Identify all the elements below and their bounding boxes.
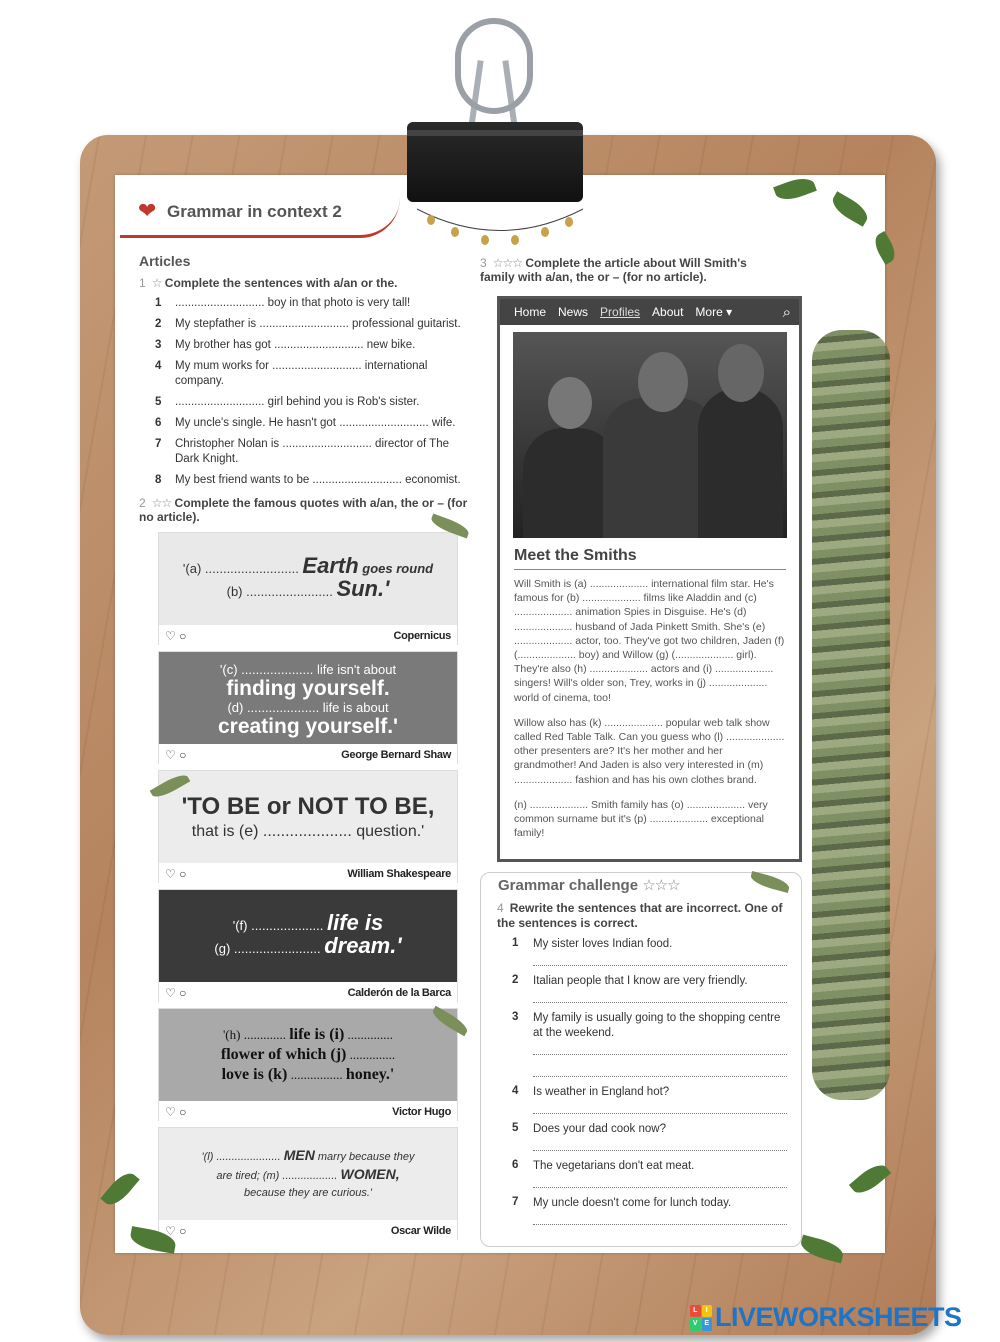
list-item: 4 My mum works for ............................ international company. bbox=[155, 360, 428, 387]
quote-card-copernicus: '(a) .......................... Earth goes round (b) ........................ Sun.' ♡ ○ Copernicus bbox=[158, 532, 458, 645]
exercise-2-instruction: 2 ☆☆ Complete the famous quotes with a/an, the or – (for no article). bbox=[139, 496, 468, 524]
list-item: 1 My sister loves Indian food. bbox=[512, 937, 787, 966]
exercise-1-instruction: 1 ☆ Complete the sentences with a/an or the. bbox=[139, 276, 398, 290]
article-paragraph: Will Smith is (a) .................... international film star. He's famous for (b) .................... films like Aladdin and (c) .................... animation Spies in Disguise. He's (d) .................... husband of Jada Pinkett Smith. She's (e) .................... actor, too. They've got two children, Jaden (f) (.................... boy) and Willow (g) (.................... girl). They're also (h) .................... actors and (i) .................... singers! Will's older son, Trey, works in (j) .................... world of cinema, too! bbox=[514, 578, 785, 704]
list-item: 3 My brother has got ............................ new bike. bbox=[155, 339, 416, 351]
list-item: 6 The vegetarians don't eat meat. bbox=[512, 1159, 787, 1188]
nav-home[interactable]: Home bbox=[514, 305, 547, 319]
list-item: 4 Is weather in England hot? bbox=[512, 1085, 787, 1114]
list-item: 7 Christopher Nolan is ............................ director of The Dark Knight. bbox=[155, 438, 449, 465]
grammar-challenge-title: Grammar challenge ☆☆☆ bbox=[498, 876, 684, 894]
list-item: 2 My stepfather is ............................ professional guitarist. bbox=[155, 318, 461, 330]
like-comment-icons[interactable]: ♡ ○ bbox=[165, 747, 187, 762]
article-paragraph: Willow also has (k) .................... popular web talk show called Red Table Talk. Can you guess who (l) .................... other presenters are? It's her mother and her grandmother! And Jaden is also very interested in (m) .................... fashion and has his own clothes brand. bbox=[514, 716, 785, 786]
binder-clip-ring bbox=[455, 18, 533, 114]
like-comment-icons[interactable]: ♡ ○ bbox=[165, 1223, 187, 1238]
quote-card-wilde: '(l) ..................... MEN marry because they are tired; (m) .................. WOMEN, because they are curious.' ♡ ○ Oscar Wilde bbox=[158, 1127, 458, 1240]
ivy-vine-decoration bbox=[812, 330, 890, 1100]
like-comment-icons[interactable]: ♡ ○ bbox=[165, 866, 187, 881]
article-nav bbox=[500, 299, 799, 325]
smith-family-photo bbox=[513, 332, 787, 538]
quote-card-calderon: '(f) .................... life is (g) ........................ dream.' ♡ ○ Calderón de la Barca bbox=[158, 889, 458, 1002]
answer-line[interactable] bbox=[533, 952, 787, 966]
like-comment-icons[interactable]: ♡ ○ bbox=[165, 628, 187, 643]
exercise-4-list bbox=[512, 937, 787, 1233]
binder-clip bbox=[407, 122, 583, 202]
like-comment-icons[interactable]: ♡ ○ bbox=[165, 1104, 187, 1119]
exercise-3-instruction: 3 ☆☆☆ Complete the article about Will Smith's family with a/an, the or – (for no article). bbox=[480, 256, 747, 284]
nav-profiles[interactable]: Profiles bbox=[600, 305, 641, 319]
list-item: 5 Does your dad cook now? bbox=[512, 1122, 787, 1151]
page-title: Grammar in context 2 bbox=[167, 202, 342, 221]
nav-about[interactable]: About bbox=[652, 305, 684, 319]
list-item: 1 ............................ boy in that photo is very tall! bbox=[155, 297, 411, 309]
list-item: 8 My best friend wants to be ............................ economist. bbox=[155, 474, 461, 486]
article-heading: Meet the Smiths bbox=[514, 547, 637, 564]
liveworksheets-badge-icon: L I V E bbox=[690, 1305, 712, 1331]
search-icon[interactable]: ⌕ bbox=[782, 303, 791, 321]
answer-line[interactable] bbox=[533, 1100, 787, 1114]
exercise-4-instruction: 4 Rewrite the sentences that are incorrect. One of the sentences is correct. bbox=[497, 901, 783, 930]
liveworksheets-logo[interactable]: L I V E LIVEWORKSHEETS bbox=[690, 1302, 962, 1333]
nav-news[interactable]: News bbox=[558, 305, 589, 319]
article-body bbox=[514, 577, 786, 851]
answer-line[interactable] bbox=[533, 1041, 787, 1055]
quote-card-shakespeare: 'TO BE or NOT TO BE, that is (e) .................... question.' ♡ ○ William Shakespeare bbox=[158, 770, 458, 883]
article-panel bbox=[497, 296, 802, 862]
list-item: 2 Italian people that I know are very friendly. bbox=[512, 974, 787, 1003]
article-paragraph: (n) .................... Smith family has (o) .................... very common surname but it's (p) .................... exceptional family! bbox=[514, 798, 768, 840]
answer-line[interactable] bbox=[533, 1174, 787, 1188]
list-item: 7 My uncle doesn't come for lunch today. bbox=[512, 1196, 787, 1225]
list-item: 6 My uncle's single. He hasn't got ............................ wife. bbox=[155, 417, 456, 429]
list-item: 3 My family is usually going to the shopping centre at the weekend. bbox=[512, 1011, 787, 1077]
nav-more[interactable]: More ▾ bbox=[695, 305, 733, 319]
answer-line[interactable] bbox=[533, 1137, 787, 1151]
section-heading-articles: Articles bbox=[139, 253, 191, 269]
like-comment-icons[interactable]: ♡ ○ bbox=[165, 985, 187, 1000]
answer-line[interactable] bbox=[533, 989, 787, 1003]
answer-line[interactable] bbox=[533, 1211, 787, 1225]
quote-card-shaw: '(c) .................... life isn't about finding yourself. (d) .................... life is about creating yourself.' ♡ ○ George Bernard Shaw bbox=[158, 651, 458, 764]
quote-card-hugo: '(h) ............. life is (i) .............. flower of which (j) .............. love is (k) ................ honey.' ♡ ○ Victor Hugo bbox=[158, 1008, 458, 1121]
heart-icon: ❤ bbox=[138, 198, 157, 223]
answer-line[interactable] bbox=[533, 1063, 787, 1077]
exercise-1-list bbox=[155, 296, 465, 494]
list-item: 5 ............................ girl behind you is Rob's sister. bbox=[155, 396, 420, 408]
string-lights-decoration bbox=[415, 207, 585, 247]
